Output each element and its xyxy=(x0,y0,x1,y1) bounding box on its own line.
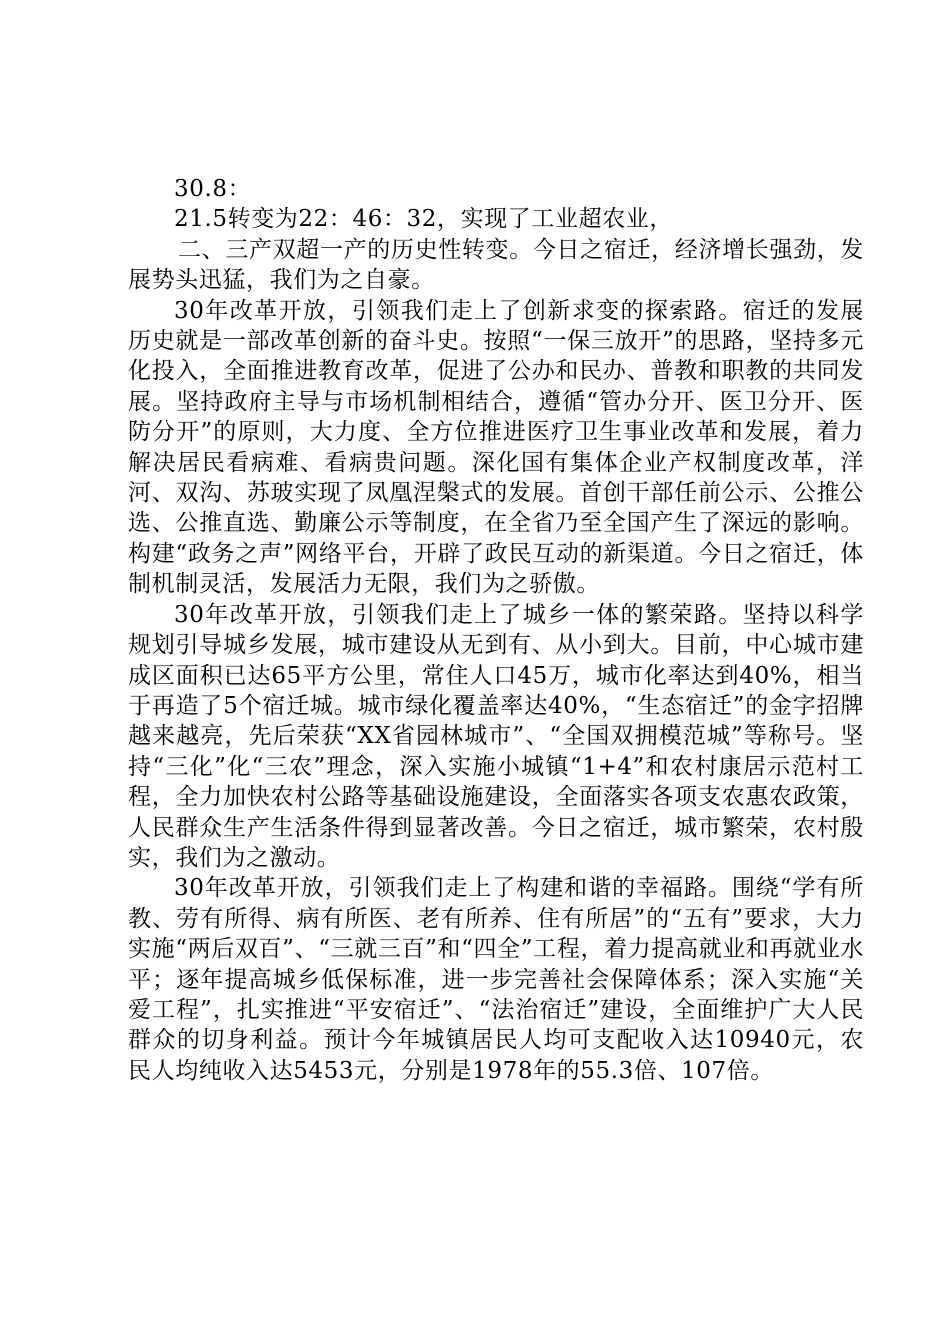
paragraph-6: 30年改革开放，引领我们走上了构建和谐的幸福路。围绕“学有所教、劳有所得、病有所医、老有所养、住有所居”的“五有”要求，大力实施“两后双百”、“三就三百”和“四全”工程，着力提高就业和再就业水平；逐年提高城乡低保标准，进一步完善社会保障体系；深入实施“关爱工程”，扎实推进“平安宿迁”、“法治宿迁”建设，全面维护广大人民群众的切身利益。预计今年城镇居民人均可支配收入达10940元，农民人均纯收入达5453元，分别是1978年的55.3倍、107倍。 xyxy=(128,875,864,1084)
paragraph-2: 21.5转变为22：46：32，实现了工业超农业， xyxy=(174,206,674,233)
paragraph-1: 30.8： xyxy=(174,176,252,202)
paragraph-4: 30年改革开放，引领我们走上了创新求变的探索路。宿迁的发展历史就是一部改革创新的奋斗史。按照“一保三放开”的思路，坚持多元化投入，全面推进教育改革，促进了公办和民办、普教和职教的共同发展。坚持政府主导与市场机制相结合，遵循“管办分开、医卫分开、医防分开”的原则，大力度、全方位推进医疗卫生事业改革和发展，着力解决居民看病难、看病贵问题。深化国有集体企业产权制度改革，洋河、双沟、苏玻实现了凤凰涅槃式的发展。首创干部任前公示、公推公选、公推直选、勤廉公示等制度，在全省乃至全国产生了深远的影响。构建“政务之声”网络平台，开辟了政民互动的新渠道。今日之宿迁，体制机制灵活，发展活力无限，我们为之骄傲。 xyxy=(128,297,864,598)
document-body xyxy=(128,174,864,1086)
paragraph-5: 30年改革开放，引领我们走上了城乡一体的繁荣路。坚持以科学规划引导城乡发展，城市建设从无到有、从小到大。目前，中心城市建成区面积已达65平方公里，常住人口45万，城市化率达到40%，相当于再造了5个宿迁城。城市绿化覆盖率达40%，“生态宿迁”的金字招牌越来越亮，先后荣获“XX省园林城市”、“全国双拥模范城”等称号。坚持“三化”化“三农”理念，深入实施小城镇“1+4”和农村康居示范村工程，全力加快农村公路等基础设施建设，全面落实各项支农惠农政策，人民群众生产生活条件得到显著改善。今日之宿迁，城市繁荣，农村殷实，我们为之激动。 xyxy=(128,601,864,871)
paragraph-3: 二、三产双超一产的历史性转变。今日之宿迁，经济增长强劲，发展势头迅猛，我们为之自豪。 xyxy=(128,236,864,294)
